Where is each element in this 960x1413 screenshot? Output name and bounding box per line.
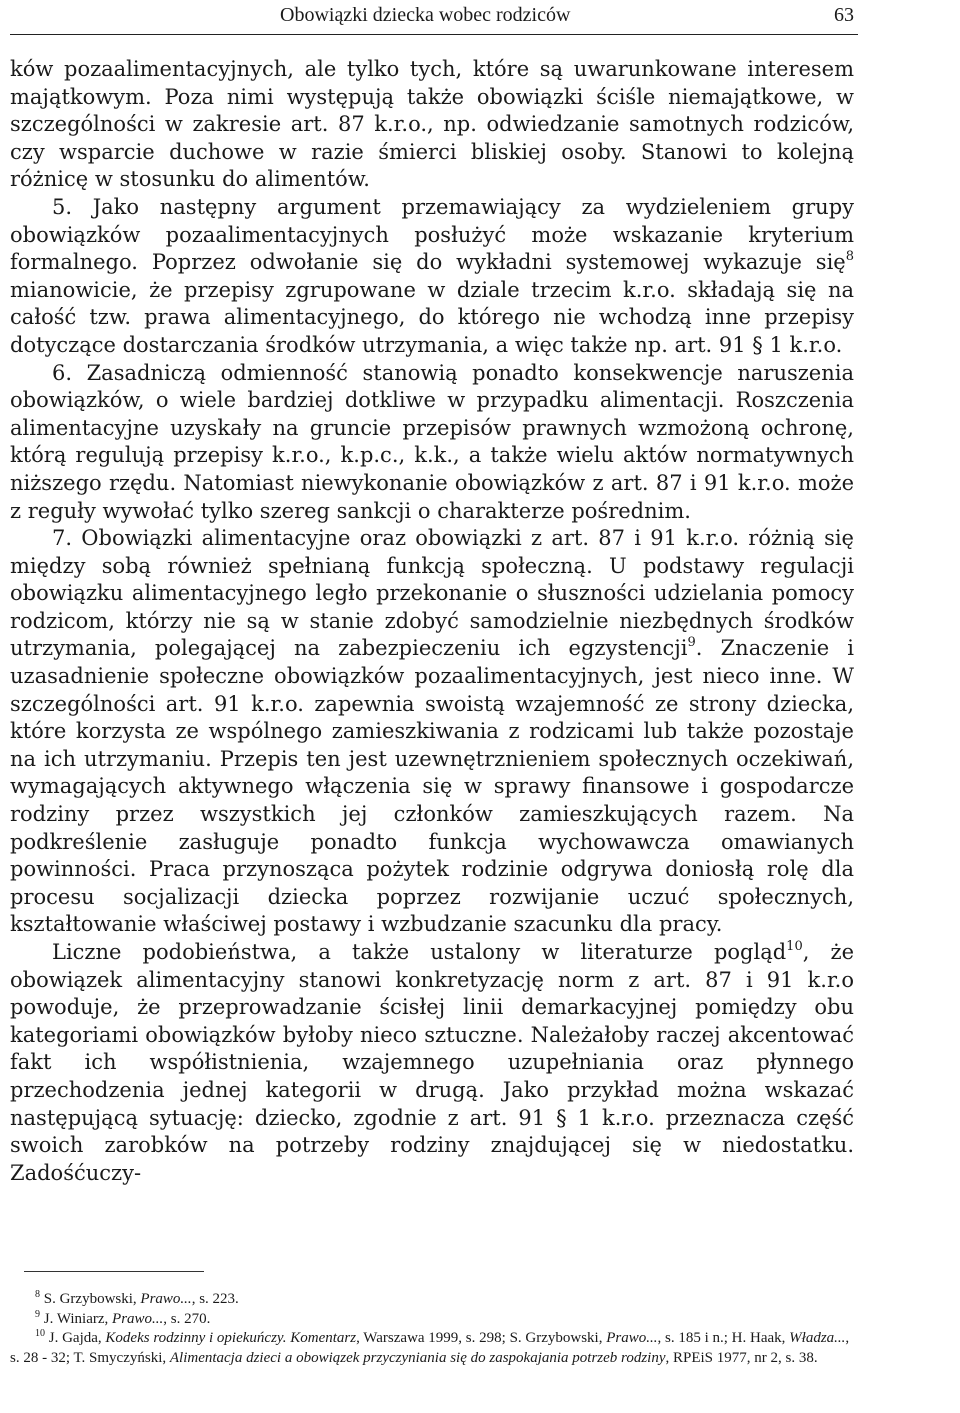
footnote-ref-10[interactable]: 10 bbox=[786, 939, 803, 954]
footnote-10: $^{10}$ J. Gajda, Kodeks rodzinny i opiekuńczy. Komentarz, Warszawa 1999, s. 298; S. Grzybowski, Prawo..., s. 185 i n.; H. Haak, Władza..., s. 28 - 32; T. Smyczyński, Alimentacja dzieci a obowiązek przyczyniania się do zaspokajania potrzeb rodziny, RPEiS 1977, nr 2, s. 38. bbox=[10, 1328, 850, 1366]
paragraph-continuation: ków pozaalimentacyjnych, ale tylko tych, które są uwarunkowane interesem majątkowym. Poza nimi występują także obowiązki ściśle niemajątkowe, w szczególności w zakresie art. 87 k.r.o., np. odwiedzanie samotnych rodziców, czy wsparcie duchowe w razie śmierci bliskiej osoby. Stanowi to kolejną różnicę w stosunku do alimentów. bbox=[10, 57, 854, 192]
footnote-ref-9[interactable]: 9 bbox=[687, 635, 696, 651]
page-number: 63 bbox=[834, 4, 854, 26]
paragraph-point-5: 5. Jako następny argument przemawiający za wydzieleniem grupy obowiązków pozaalimentacyjnych posłużyć może wskazanie kryterium formalnego. Poprzez odwołanie się do wykładni systemowej wykazuje się$^8$ mianowicie, że przepisy zgrupowane w dziale trzecim k.r.o. składają się na całość tzw. prawa alimentacyjnego, do którego nie wchodzą inne przepisy dotyczące dostarczania środków utrzymania, a więc także np. art. 91 § 1 k.r.o. bbox=[10, 194, 854, 357]
footnote-8: $^8$ S. Grzybowski, Prawo..., s. 223. bbox=[35, 1289, 239, 1307]
footnote-separator bbox=[24, 1271, 204, 1272]
footnotes bbox=[10, 1290, 854, 1368]
footnote-9: $^9$ J. Winiarz, Prawo..., s. 270. bbox=[35, 1308, 211, 1327]
footnote-ref-8[interactable]: 8 bbox=[845, 249, 854, 265]
running-head bbox=[10, 0, 858, 35]
body-text bbox=[10, 56, 854, 1187]
paragraph-point-7: 7. Obowiązki alimentacyjne oraz obowiązki z art. 87 i 91 k.r.o. różnią się między sobą również spełnianą funkcją społeczną. U podstawy regulacji obowiązku alimentacyjnego legło przekonanie o słuszności udzielania pomocy rodzicom, którzy nie są w stanie zdobyć samodzielnie niezbędnych środków utrzymania, polegającej na zabezpieczeniu ich egzystencji$^9$. Znaczenie i uzasadnienie społeczne obowiązków pozaalimentacyjnych, jest nieco inne. W szczególności art. 91 k.r.o. zapewnia swoistą wzajemność ze strony dziecka, które korzysta ze wspólnego zamieszkiwania z rodzicami lub także pozostaje na ich utrzymaniu. Przepis ten jest uzewnętrznieniem społecznych oczekiwań, wymagających aktywnego włączenia się w sprawy finansowe i gospodarcze rodziny przez wszystkich jej członków zamieszkujących razem. Na podkreślenie zasługuje ponadto funkcja wychowawcza omawianych powinności. Praca przynosząca pożytek rodzinie odgrywa doniosłą rolę dla procesu socjalizacji dziecka poprzez rozwijanie uczuć społecznych, kształtowanie właściwej postawy i wzbudzanie szacunku dla pracy. bbox=[10, 526, 854, 937]
paragraph-similarities: Liczne podobieństwa, a także ustalony w literaturze pogląd$^{10}$, że obowiązek alimentacyjny stanowi konkretyzację norm z art. 87 i 91 k.r.o powoduje, że przeprowadzanie ścisłej linii demarkacyjnej pomiędzy obu kategoriami obowiązków byłoby nieco sztuczne. Należałoby raczej akcentować fakt ich współistnienia, wzajemnego uzupełniania oraz płynnego przechodzenia jednej kategorii w drugą. Jako przykład można wskazać następującą sytuację: dziecko, zgodnie z art. 91 § 1 k.r.o. przeznacza część swoich zarobków na potrzeby rodziny znajdującej się w niedostatku. Zadośćuczy- bbox=[10, 939, 855, 1185]
running-title: Obowiązki dziecka wobec rodziców bbox=[280, 4, 571, 26]
paragraph-point-6: 6. Zasadniczą odmienność stanowią ponadto konsekwencje naruszenia obowiązków, o wiele bardziej dotkliwe w przypadku alimentacji. Roszczenia alimentacyjne uzyskały na gruncie przepisów prawnych wzmożoną ochronę, którą regulują przepisy k.r.o., k.p.c., k.k., a także wielu aktów normatywnych niższego rzędu. Natomiast niewykonanie obowiązków z art. 87 i 91 k.r.o. może z reguły wywołać tylko szereg sankcji o charakterze pośrednim. bbox=[10, 360, 854, 523]
